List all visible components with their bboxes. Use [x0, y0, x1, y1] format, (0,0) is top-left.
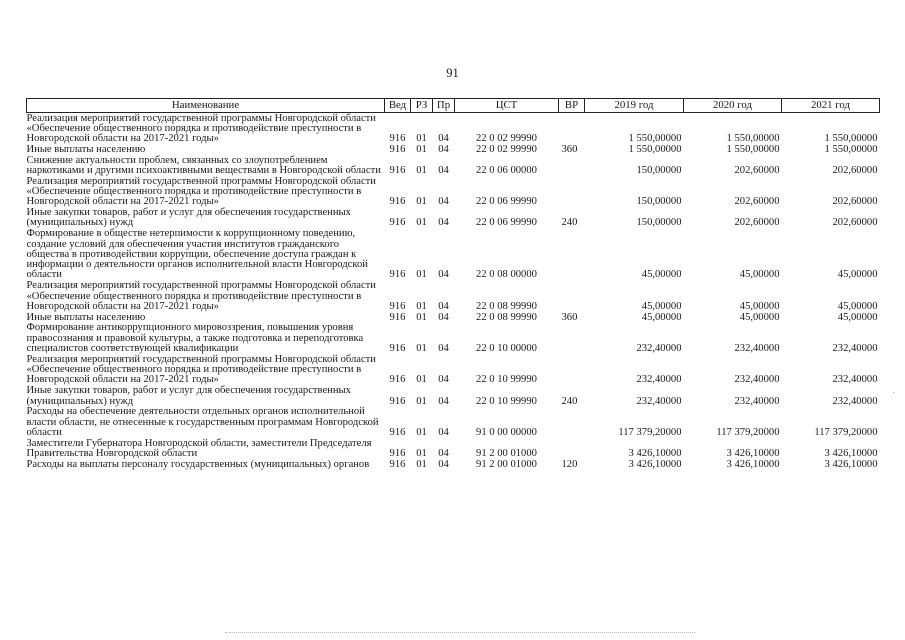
row-ved: 916	[389, 196, 406, 208]
row-vr	[559, 323, 585, 354]
row-amount-2019: 232,40000	[636, 343, 682, 355]
row-rz: 01	[416, 164, 427, 176]
row-ved: 916	[389, 164, 406, 176]
row-cst: 91 2 00 01000	[476, 458, 537, 470]
row-rz: 01	[416, 458, 427, 470]
row-pr: 04	[438, 311, 449, 323]
row-amount-2020: 45,00000	[739, 311, 780, 323]
table-row	[27, 208, 880, 229]
row-cst: 91 2 00 01000	[476, 448, 537, 459]
row-amount-2020: 117 379,20000	[716, 426, 780, 438]
row-pr: 04	[438, 374, 449, 386]
row-amount-2021: 1 550,00000	[824, 133, 878, 145]
row-rz: 01	[416, 217, 427, 229]
row-amount-2019: 1 550,00000	[628, 143, 682, 155]
row-amount-2019: 1 550,00000	[628, 133, 682, 145]
row-ved: 916	[389, 269, 406, 281]
row-name: Заместители Губернатора Новгородской области, заместители Председателя Правительства Новгородской области	[26, 437, 372, 459]
header-name: Наименование	[27, 99, 385, 113]
row-name: Иные закупки товаров, работ и услуг для обеспечения государственных (муниципальных) нужд	[26, 207, 351, 229]
header-ved: Вед	[385, 99, 411, 113]
table-header-row	[27, 99, 880, 113]
row-amount-2021: 117 379,20000	[814, 426, 878, 438]
row-name: Реализация мероприятий государственной программы Новгородской области «Обеспечение общественного порядка и противодействие преступности в Новгородской области на 2017-2021 годы»	[26, 175, 376, 208]
row-ved: 916	[389, 448, 406, 459]
row-amount-2020: 232,40000	[734, 374, 780, 386]
row-amount-2021: 45,00000	[837, 311, 878, 323]
row-ved: 916	[389, 143, 406, 155]
row-ved: 916	[389, 395, 406, 407]
row-amount-2019: 3 426,10000	[628, 458, 682, 470]
row-cst: 91 0 00 00000	[476, 426, 537, 438]
table-row	[27, 229, 880, 281]
row-pr: 04	[438, 133, 449, 145]
row-amount-2019: 117 379,20000	[618, 426, 682, 438]
row-vr	[559, 281, 585, 312]
row-pr: 04	[438, 217, 449, 229]
row-pr: 04	[438, 269, 449, 281]
row-pr: 04	[438, 143, 449, 155]
row-name: Реализация мероприятий государственной программы Новгородской области «Обеспечение общественного порядка и противодействие преступности в Новгородской области на 2017-2021 годы»	[26, 280, 376, 312]
row-ved: 916	[389, 217, 406, 229]
row-amount-2019: 3 426,10000	[628, 448, 682, 459]
row-vr: 240	[561, 395, 578, 407]
table-row	[27, 113, 880, 145]
row-rz: 01	[416, 311, 427, 323]
row-amount-2021: 45,00000	[837, 300, 878, 312]
row-cst: 22 0 10 99990	[476, 395, 537, 407]
table-row	[27, 386, 880, 407]
row-amount-2020: 3 426,10000	[726, 448, 780, 459]
row-ved: 916	[389, 311, 406, 323]
row-amount-2020: 3 426,10000	[726, 458, 780, 470]
row-vr: 120	[561, 458, 578, 470]
row-pr: 04	[438, 196, 449, 208]
row-rz: 01	[416, 133, 427, 145]
row-amount-2020: 45,00000	[739, 300, 780, 312]
row-ved: 916	[389, 374, 406, 386]
row-name: Расходы на обеспечение деятельности отдельных органов исполнительной власти области, не отнесенные к государственным программам Новгородской области	[26, 406, 379, 438]
table-row	[27, 407, 880, 438]
row-rz: 01	[416, 196, 427, 208]
row-ved: 916	[389, 426, 406, 438]
table-row	[27, 312, 880, 323]
budget-table	[26, 98, 880, 470]
row-amount-2019: 150,00000	[636, 217, 682, 229]
row-amount-2020: 202,60000	[734, 164, 780, 176]
row-pr: 04	[438, 426, 449, 438]
header-vr: ВР	[559, 99, 585, 113]
row-vr: 240	[561, 217, 578, 229]
row-rz: 01	[416, 395, 427, 407]
row-amount-2021: 202,60000	[832, 217, 878, 229]
row-cst: 22 0 06 99990	[476, 196, 537, 208]
row-amount-2019: 232,40000	[636, 374, 682, 386]
row-cst: 22 0 08 99990	[476, 311, 537, 323]
table-row	[27, 438, 880, 459]
row-name: Формирование в обществе нетерпимости к коррупционному поведению, создание условий для обеспечения участия институтов гражданского общества в противодействии коррупции, обеспечение доступа граждан к информации о деятельности органов исполнительной власти Новгородской области	[26, 228, 368, 281]
header-2020: 2020 год	[684, 99, 782, 113]
row-ved: 916	[389, 133, 406, 145]
header-rz: РЗ	[411, 99, 433, 113]
row-rz: 01	[416, 343, 427, 355]
side-mark: ·	[892, 388, 896, 399]
row-vr	[559, 229, 585, 281]
row-amount-2019: 150,00000	[636, 164, 682, 176]
row-amount-2021: 1 550,00000	[824, 143, 878, 155]
row-pr: 04	[438, 448, 449, 459]
row-cst: 22 0 10 00000	[476, 343, 537, 355]
row-amount-2019: 45,00000	[641, 269, 682, 281]
table-row	[27, 176, 880, 207]
row-name: Снижение актуальности проблем, связанных со злоупотреблением наркотиками и другими психоактивными веществами в Новгородской области	[26, 154, 381, 176]
row-amount-2021: 45,00000	[837, 269, 878, 281]
row-rz: 01	[416, 143, 427, 155]
row-name: Формирование антикоррупционного мировоззрения, повышения уровня правосознания и правовой культуры, а также подготовка и переподготовка специалистов соответствующей квалификации	[26, 322, 364, 355]
row-cst: 22 0 10 99990	[476, 374, 537, 386]
row-pr: 04	[438, 395, 449, 407]
row-name: Расходы на выплаты персоналу государственных (муниципальных) органов	[26, 458, 370, 470]
row-vr	[559, 176, 585, 207]
row-amount-2020: 232,40000	[734, 343, 780, 355]
row-amount-2020: 1 550,00000	[726, 133, 780, 145]
row-name: Иные закупки товаров, работ и услуг для обеспечения государственных (муниципальных) нужд	[26, 385, 351, 407]
row-amount-2020: 1 550,00000	[726, 143, 780, 155]
row-pr: 04	[438, 164, 449, 176]
row-amount-2021: 232,40000	[832, 374, 878, 386]
row-ved: 916	[389, 300, 406, 312]
row-amount-2020: 232,40000	[734, 395, 780, 407]
row-amount-2021: 3 426,10000	[824, 448, 878, 459]
table-row	[27, 459, 880, 470]
row-rz: 01	[416, 374, 427, 386]
row-vr	[559, 354, 585, 385]
row-amount-2020: 202,60000	[734, 217, 780, 229]
scan-artifact-line	[225, 632, 695, 634]
row-amount-2020: 202,60000	[734, 196, 780, 208]
table-row	[27, 354, 880, 385]
table-row	[27, 144, 880, 155]
row-rz: 01	[416, 426, 427, 438]
page-number: 91	[446, 66, 459, 80]
row-pr: 04	[438, 343, 449, 355]
row-name: Иные выплаты населению	[26, 311, 146, 323]
row-cst: 22 0 06 00000	[476, 164, 537, 176]
row-cst: 22 0 02 99990	[476, 133, 537, 145]
row-vr: 360	[561, 311, 578, 323]
row-rz: 01	[416, 300, 427, 312]
row-amount-2021: 232,40000	[832, 343, 878, 355]
table-row	[27, 155, 880, 176]
row-amount-2019: 232,40000	[636, 395, 682, 407]
row-rz: 01	[416, 269, 427, 281]
row-vr	[559, 155, 585, 176]
row-amount-2019: 45,00000	[641, 300, 682, 312]
row-ved: 916	[389, 458, 406, 470]
row-name: Реализация мероприятий государственной программы Новгородской области «Обеспечение общественного порядка и противодействие преступности в Новгородской области на 2017-2021 годы»	[26, 112, 376, 145]
row-vr	[559, 407, 585, 438]
row-amount-2019: 45,00000	[641, 311, 682, 323]
row-cst: 22 0 08 99990	[476, 300, 537, 312]
header-2021: 2021 год	[782, 99, 880, 113]
row-amount-2021: 202,60000	[832, 196, 878, 208]
row-pr: 04	[438, 458, 449, 470]
table-row	[27, 281, 880, 312]
header-cst: ЦСТ	[455, 99, 559, 113]
table-body	[27, 113, 880, 471]
header-pr: Пр	[433, 99, 455, 113]
row-name: Иные выплаты населению	[26, 143, 146, 155]
row-amount-2020: 45,00000	[739, 269, 780, 281]
row-vr: 360	[561, 143, 578, 155]
row-amount-2021: 202,60000	[832, 164, 878, 176]
row-cst: 22 0 06 99990	[476, 217, 537, 229]
row-name: Реализация мероприятий государственной программы Новгородской области «Обеспечение общественного порядка и противодействие преступности в Новгородской области на 2017-2021 годы»	[26, 353, 376, 386]
row-amount-2021: 232,40000	[832, 395, 878, 407]
row-vr	[559, 438, 585, 459]
row-vr	[559, 113, 585, 145]
row-ved: 916	[389, 343, 406, 355]
row-cst: 22 0 02 99990	[476, 143, 537, 155]
row-rz: 01	[416, 448, 427, 459]
table-row	[27, 323, 880, 354]
row-amount-2021: 3 426,10000	[824, 458, 878, 470]
header-2019: 2019 год	[585, 99, 684, 113]
row-pr: 04	[438, 300, 449, 312]
row-amount-2019: 150,00000	[636, 196, 682, 208]
row-cst: 22 0 08 00000	[476, 269, 537, 281]
